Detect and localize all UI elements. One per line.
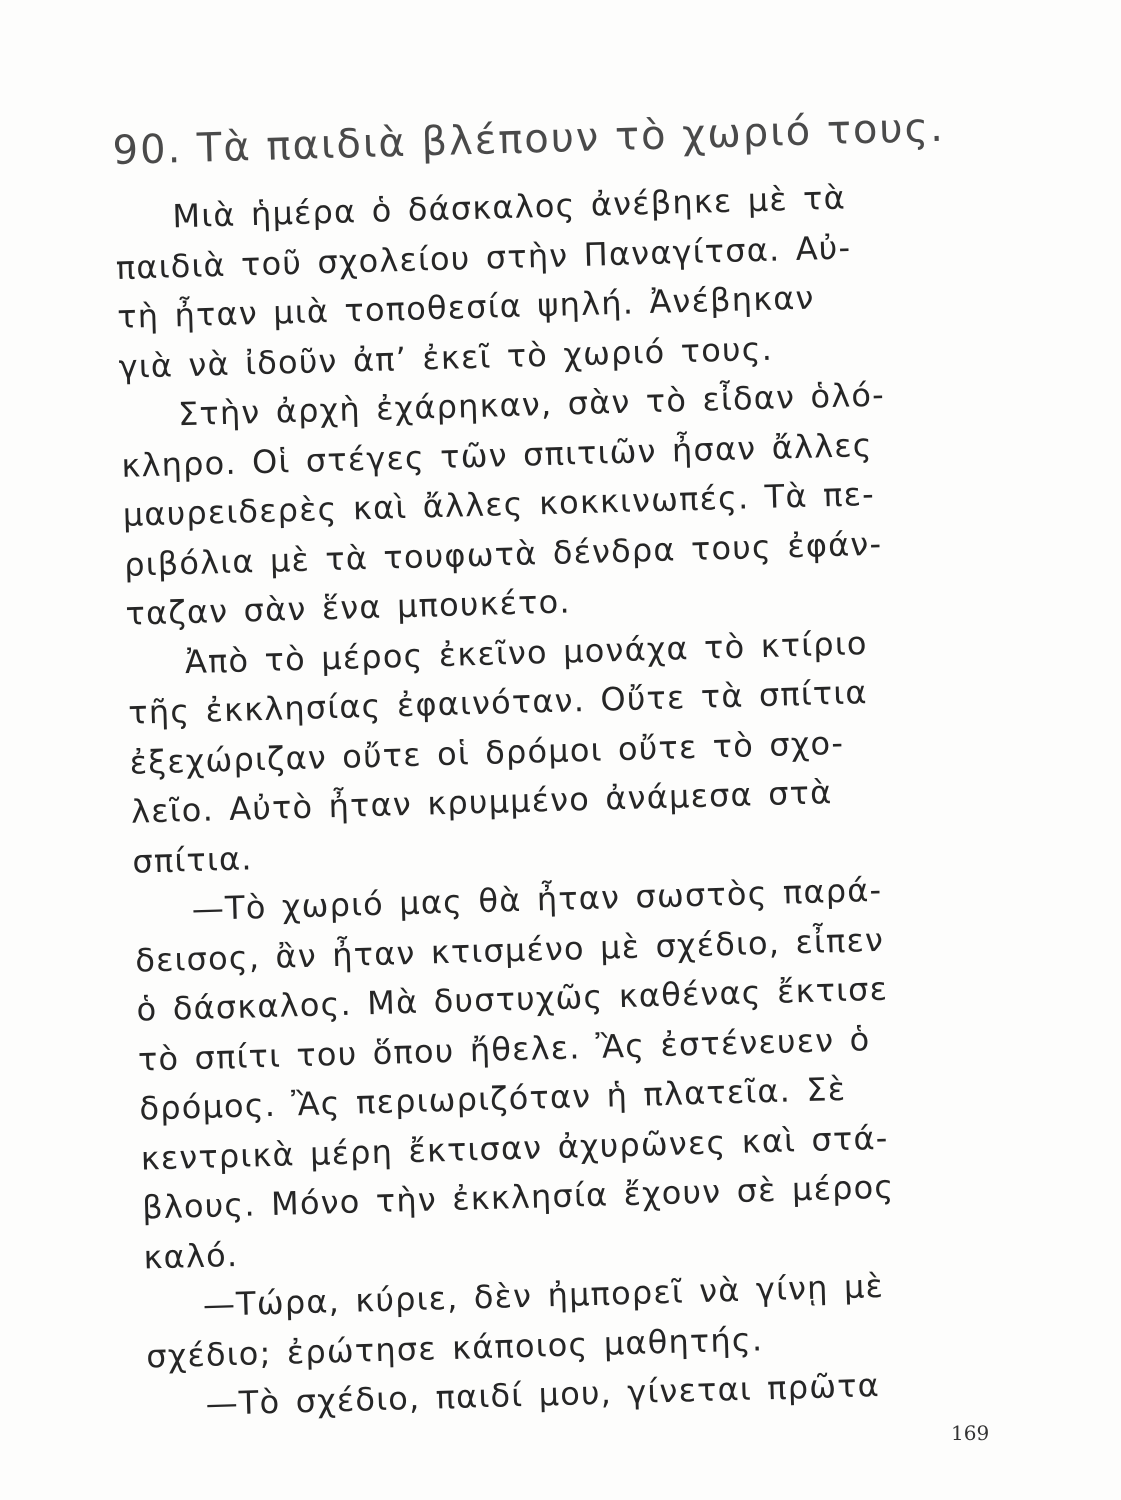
text-line: δρόμος. Ἂς περιωριζόταν ἡ πλατεῖα. Σὲ bbox=[138, 1069, 847, 1128]
text-line: λεῖο. Αὐτὸ ἦταν κρυμμένο ἀνάμεσα στὰ bbox=[130, 773, 833, 831]
text-line: βλους. Μόνο τὴν ἐκκλησία ἔχουν σὲ μέρος bbox=[141, 1167, 895, 1227]
text-line: —Τώρα, κύριε, δὲν ἠμπορεῖ νὰ γίνῃ μὲ bbox=[202, 1266, 885, 1324]
text-line: τὸ σπίτι του ὅπου ἤθελε. Ἂς ἐστένευεν ὁ bbox=[137, 1019, 871, 1079]
text-line: σχέδιο; ἐρώτησε κάποιος μαθητής. bbox=[145, 1319, 764, 1376]
text-line: τῆς ἐκκλησίας ἐφαινόταν. Οὔτε τὰ σπίτια bbox=[127, 673, 869, 732]
page-number: 169 bbox=[951, 1421, 990, 1445]
page-content bbox=[112, 103, 1028, 1431]
text-line: παιδιὰ τοῦ σχολείου στὴν Παναγίτσα. Αὐ- bbox=[115, 227, 852, 287]
text-line: ριβόλια μὲ τὰ τουφωτὰ δένδρα τους ἐφάν- bbox=[123, 524, 883, 584]
text-line: ἐξεχώριζαν οὔτε οἱ δρόμοι οὔτε τὸ σχο- bbox=[129, 723, 845, 782]
text-line: καλό. bbox=[143, 1235, 239, 1277]
text-line: Μιὰ ἡμέρα ὁ δάσκαλος ἀνέβηκε μὲ τὰ bbox=[171, 178, 847, 236]
chapter-number: 90. bbox=[112, 126, 183, 174]
text-line: Στὴν ἀρχὴ ἐχάρηκαν, σὰν τὸ εἶδαν ὁλό- bbox=[177, 375, 886, 434]
text-line: ὁ δάσκαλος. Μὰ δυστυχῶς καθένας ἔκτισε bbox=[136, 969, 889, 1029]
text-line: σπίτια. bbox=[131, 838, 254, 881]
body-text bbox=[114, 169, 1028, 1431]
text-line: κληρο. Οἱ στέγες τῶν σπιτιῶν ἦσαν ἄλλες bbox=[120, 425, 874, 485]
text-line: Ἀπὸ τὸ μέρος ἐκεῖνο μονάχα τὸ κτίριο bbox=[184, 623, 869, 681]
chapter-title-text: Τὰ παιδιὰ βλέπουν τὸ χωριό τους. bbox=[196, 104, 946, 172]
text-line: τὴ ἦταν μιὰ τοποθεσία ψηλή. Ἀνέβηκαν bbox=[116, 278, 816, 336]
text-line: —Τὸ σχέδιο, παιδί μου, γίνεται πρῶτα bbox=[205, 1366, 881, 1423]
text-line: —Τὸ χωριό μας θὰ ἦταν σωστὸς παρά- bbox=[191, 870, 883, 929]
text-line: γιὰ νὰ ἰδοῦν ἀπ’ ἐκεῖ τὸ χωριό τους. bbox=[118, 329, 774, 386]
chapter-heading bbox=[112, 103, 993, 174]
text-line: μαυρειδερὲς καὶ ἄλλες κοκκινωπές. Τὰ πε- bbox=[122, 474, 876, 534]
text-line: δεισος, ἂν ἦταν κτισμένο μὲ σχέδιο, εἶπεν bbox=[134, 920, 885, 980]
text-line: κεντρικὰ μέρη ἔκτισαν ἀχυρῶνες καὶ στά- bbox=[140, 1118, 889, 1178]
text-line: ταζαν σὰν ἕνα μπουκέτο. bbox=[125, 582, 572, 633]
